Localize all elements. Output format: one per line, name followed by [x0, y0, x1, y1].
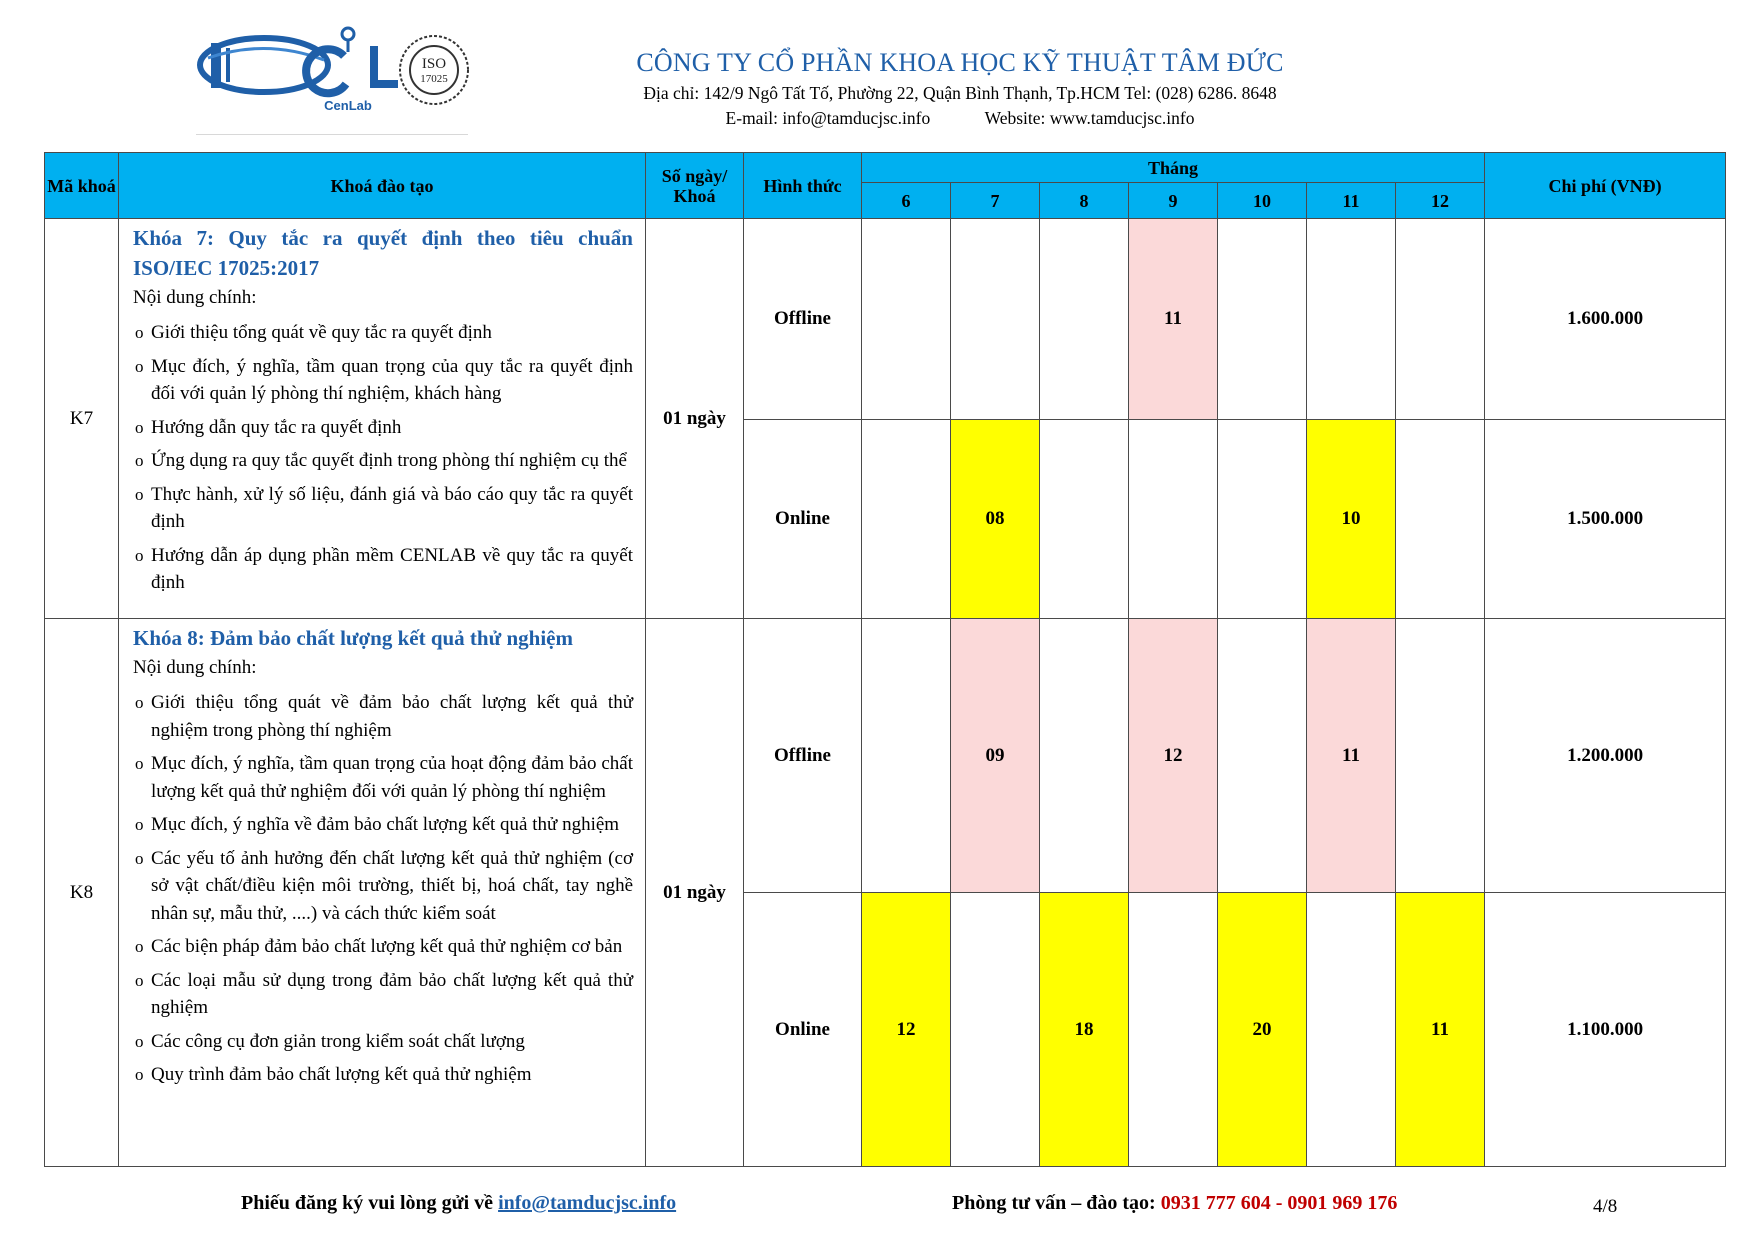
month-cell [951, 893, 1040, 1167]
list-item: o Mục đích, ý nghĩa về đảm bảo chất lượng kết quả thử nghiệm [133, 811, 633, 839]
col-header-price: Chi phí (VNĐ) [1485, 153, 1726, 219]
month-cell: 09 [951, 619, 1040, 893]
footer-phones: 0931 777 604 - 0901 969 176 [1160, 1192, 1398, 1214]
course-title: Khóa 8: Đảm bảo chất lượng kết quả thử nghiệm [133, 626, 573, 650]
list-item: o Mục đích, ý nghĩa, tầm quan trọng của hoạt động đảm bảo chất lượng kết quả thử nghiệm đối với quản lý phòng thí nghiệm [133, 750, 633, 805]
price-offline: 1.200.000 [1485, 619, 1726, 893]
month-header: 9 [1129, 183, 1218, 219]
month-cell [1307, 219, 1396, 420]
list-item: o Các yếu tố ảnh hưởng đến chất lượng kết quả thử nghiệm (cơ sở vật chất/điều kiện môi trường, thiết bị, hoá chất, tay nghề nhân sự, mẫu thử, ....) và cách thức kiểm soát [133, 845, 633, 928]
course-subtitle: Nội dung chính: [133, 657, 257, 678]
month-cell: 12 [1129, 619, 1218, 893]
course-description [119, 619, 646, 1167]
month-cell [862, 420, 951, 619]
company-email[interactable]: E-mail: info@tamducjsc.info [725, 108, 931, 128]
course-code: K8 [45, 619, 119, 1167]
footer-send-text: Phiếu đăng ký vui lòng gửi về [241, 1192, 499, 1214]
month-cell [1218, 420, 1307, 619]
footer-dept-text: Phòng tư vấn – đào tạo: [952, 1192, 1161, 1214]
month-cell: 20 [1218, 893, 1307, 1167]
month-cell [1218, 219, 1307, 420]
col-header-course: Khoá đào tạo [119, 153, 646, 219]
month-cell [1396, 619, 1485, 893]
month-cell [1218, 619, 1307, 893]
company-name: CÔNG TY CỔ PHẦN KHOA HỌC KỸ THUẬT TÂM ĐỨC [636, 48, 1284, 77]
month-cell [1396, 420, 1485, 619]
logo-divider [196, 134, 468, 135]
month-cell [1040, 619, 1129, 893]
month-cell [1129, 420, 1218, 619]
month-header: 11 [1307, 183, 1396, 219]
list-item: o Các loại mẫu sử dụng trong đảm bảo chất lượng kết quả thử nghiệm [133, 967, 633, 1022]
course-days: 01 ngày [646, 619, 744, 1167]
month-cell: 08 [951, 420, 1040, 619]
month-cell [1307, 893, 1396, 1167]
footer-email-link[interactable]: info@tamducjsc.info [498, 1192, 677, 1214]
page-number: 4/8 [1593, 1196, 1618, 1217]
month-cell [1129, 893, 1218, 1167]
col-header-month: Tháng [862, 153, 1485, 183]
company-address: Địa chỉ: 142/9 Ngô Tất Tố, Phường 22, Quận Bình Thạnh, Tp.HCM Tel: (028) 6286. 8648 [643, 83, 1277, 103]
course-title: Khóa 7: Quy tắc ra quyết định theo tiêu chuẩn ISO/IEC 17025:2017 [133, 226, 633, 280]
month-header: 10 [1218, 183, 1307, 219]
month-header: 8 [1040, 183, 1129, 219]
list-item: o Hướng dẫn quy tắc ra quyết định [133, 414, 633, 442]
list-item: o Các biện pháp đảm bảo chất lượng kết quả thử nghiệm cơ bản [133, 933, 633, 961]
iso-seal-icon [400, 36, 468, 104]
col-header-days: Số ngày/ Khoá [646, 153, 744, 219]
month-cell: 11 [1129, 219, 1218, 420]
month-header: 6 [862, 183, 951, 219]
month-cell [1396, 219, 1485, 420]
mode-offline: Offline [744, 619, 862, 893]
mode-offline: Offline [744, 219, 862, 420]
list-item: o Giới thiệu tổng quát về quy tắc ra quyết định [133, 319, 633, 347]
svg-text:ISO: ISO [421, 56, 447, 72]
month-cell [862, 219, 951, 420]
course-content-list [133, 689, 633, 1089]
list-item: o Giới thiệu tổng quát về đảm bảo chất lượng kết quả thử nghiệm trong phòng thí nghiệm [133, 689, 633, 744]
list-item: o Hướng dẫn áp dụng phần mềm CENLAB về quy tắc ra quyết định [133, 542, 633, 597]
col-header-mode: Hình thức [744, 153, 862, 219]
price-online: 1.100.000 [1485, 893, 1726, 1167]
course-description [119, 219, 646, 619]
list-item: o Thực hành, xử lý số liệu, đánh giá và báo cáo quy tắc ra quyết định [133, 481, 633, 536]
col-header-code: Mã khoá [45, 153, 119, 219]
price-offline: 1.600.000 [1485, 219, 1726, 420]
month-cell: 18 [1040, 893, 1129, 1167]
training-schedule-table [44, 152, 1726, 1167]
month-cell [862, 619, 951, 893]
month-cell: 11 [1396, 893, 1485, 1167]
month-header: 7 [951, 183, 1040, 219]
list-item: o Mục đích, ý nghĩa, tầm quan trọng của quy tắc ra quyết định đối với quản lý phòng thí nghiệm, khách hàng [133, 353, 633, 408]
footer-registration [241, 1192, 676, 1215]
mode-online: Online [744, 420, 862, 619]
company-logo [196, 18, 471, 123]
month-cell: 10 [1307, 420, 1396, 619]
course-code: K7 [45, 219, 119, 619]
company-website[interactable]: Website: www.tamducjsc.info [984, 108, 1195, 128]
company-contact [560, 108, 1360, 129]
table-row [45, 219, 1726, 420]
list-item: o Các công cụ đơn giản trong kiểm soát chất lượng [133, 1028, 633, 1056]
mode-online: Online [744, 893, 862, 1167]
logo-text: CenLab [324, 98, 372, 113]
course-content-list [133, 319, 633, 597]
month-cell [1040, 219, 1129, 420]
course-days: 01 ngày [646, 219, 744, 619]
month-cell [951, 219, 1040, 420]
month-cell: 11 [1307, 619, 1396, 893]
table-row [45, 619, 1726, 893]
month-header: 12 [1396, 183, 1485, 219]
footer-contact [952, 1192, 1397, 1215]
month-cell: 12 [862, 893, 951, 1167]
letterhead [0, 0, 1755, 150]
price-online: 1.500.000 [1485, 420, 1726, 619]
svg-text:17025: 17025 [420, 73, 448, 85]
list-item: o Ứng dụng ra quy tắc quyết định trong phòng thí nghiệm cụ thể [133, 447, 633, 475]
list-item: o Quy trình đảm bảo chất lượng kết quả thử nghiệm [133, 1061, 633, 1089]
month-cell [1040, 420, 1129, 619]
course-subtitle: Nội dung chính: [133, 287, 257, 308]
